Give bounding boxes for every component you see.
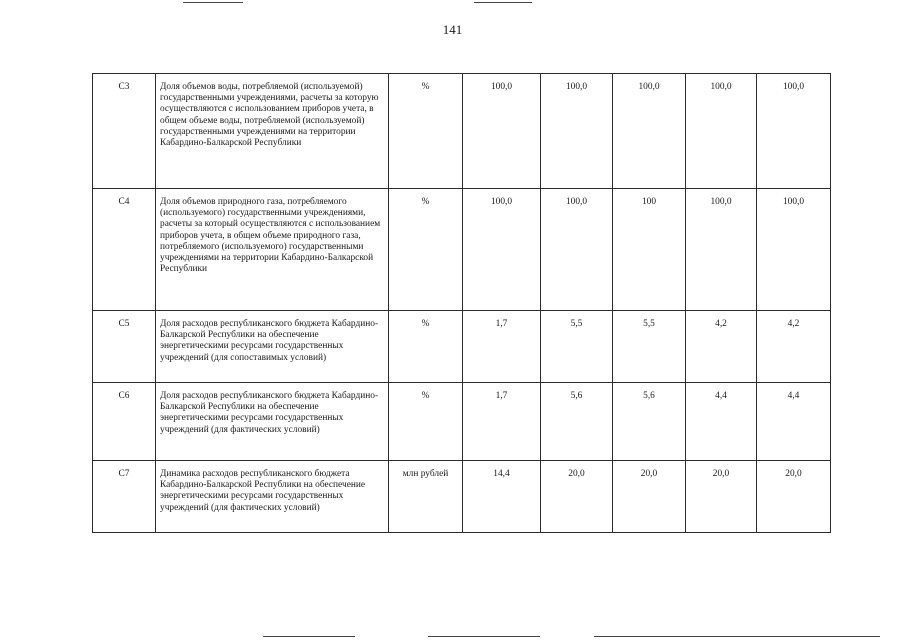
scan-artifact-bottom-3 [594, 636, 880, 637]
indicator-value: 5,5 [613, 311, 686, 383]
indicator-value: 4,2 [686, 311, 757, 383]
indicators-table [92, 73, 831, 533]
indicator-value: 100,0 [757, 189, 831, 311]
indicator-unit: % [389, 311, 463, 383]
indicator-value: 5,6 [613, 383, 686, 461]
indicator-value: 100 [613, 189, 686, 311]
indicator-value: 1,7 [463, 383, 541, 461]
indicator-description: Доля расходов республиканского бюджета Кабардино-Балкарской Республики на обеспечение энергетическими ресурсами государственных учреждений (для сопоставимых условий) [156, 311, 389, 383]
indicator-value: 20,0 [541, 461, 613, 533]
indicator-code: С4 [93, 189, 156, 311]
indicator-value: 4,4 [686, 383, 757, 461]
indicator-unit: % [389, 74, 463, 189]
indicator-value: 100,0 [686, 189, 757, 311]
table-row [93, 311, 831, 383]
scan-artifact-top-left [183, 2, 243, 3]
indicator-code: С3 [93, 74, 156, 189]
indicator-value: 100,0 [463, 74, 541, 189]
indicator-value: 100,0 [757, 74, 831, 189]
indicator-value: 5,5 [541, 311, 613, 383]
indicator-description: Доля объемов природного газа, потребляемого (используемого) государственными учреждениями, расчеты за который осуществляются с использованием приборов учета, в общем объеме природного газа, потребляемого (используемого) государственными учреждениями на территории Кабардино-Балкарской Республики [156, 189, 389, 311]
indicator-value: 20,0 [757, 461, 831, 533]
indicator-value: 4,2 [757, 311, 831, 383]
table-row [93, 74, 831, 189]
table-row [93, 383, 831, 461]
indicator-value: 100,0 [541, 189, 613, 311]
indicator-value: 100,0 [686, 74, 757, 189]
indicator-value: 100,0 [541, 74, 613, 189]
table-row [93, 461, 831, 533]
indicator-unit: млн рублей [389, 461, 463, 533]
indicator-description: Доля объемов воды, потребляемой (используемой) государственными учреждениями, расчеты за которую осуществляются с использованием приборов учета, в общем объеме воды, потребляемой (используемой) государственными учреждениями на территории Кабардино-Балкарской Республики [156, 74, 389, 189]
indicator-value: 5,6 [541, 383, 613, 461]
indicator-value: 20,0 [613, 461, 686, 533]
indicator-value: 14,4 [463, 461, 541, 533]
indicator-value: 100,0 [463, 189, 541, 311]
indicator-value: 20,0 [686, 461, 757, 533]
scan-artifact-top-right [474, 2, 532, 3]
indicator-unit: % [389, 383, 463, 461]
indicator-code: С6 [93, 383, 156, 461]
indicator-value: 100,0 [613, 74, 686, 189]
indicator-description: Динамика расходов республиканского бюджета Кабардино-Балкарской Республики на обеспечение энергетическими ресурсами государственных учреждений (для фактических условий) [156, 461, 389, 533]
indicator-value: 1,7 [463, 311, 541, 383]
indicator-code: С5 [93, 311, 156, 383]
scan-artifact-bottom-1 [263, 636, 355, 637]
indicator-description: Доля расходов республиканского бюджета Кабардино-Балкарской Республики на обеспечение энергетическими ресурсами государственных учреждений (для фактических условий) [156, 383, 389, 461]
indicator-code: С7 [93, 461, 156, 533]
indicator-value: 4,4 [757, 383, 831, 461]
page-number: 141 [442, 22, 463, 37]
scan-artifact-bottom-2 [428, 636, 540, 637]
indicator-unit: % [389, 189, 463, 311]
table-row [93, 189, 831, 311]
